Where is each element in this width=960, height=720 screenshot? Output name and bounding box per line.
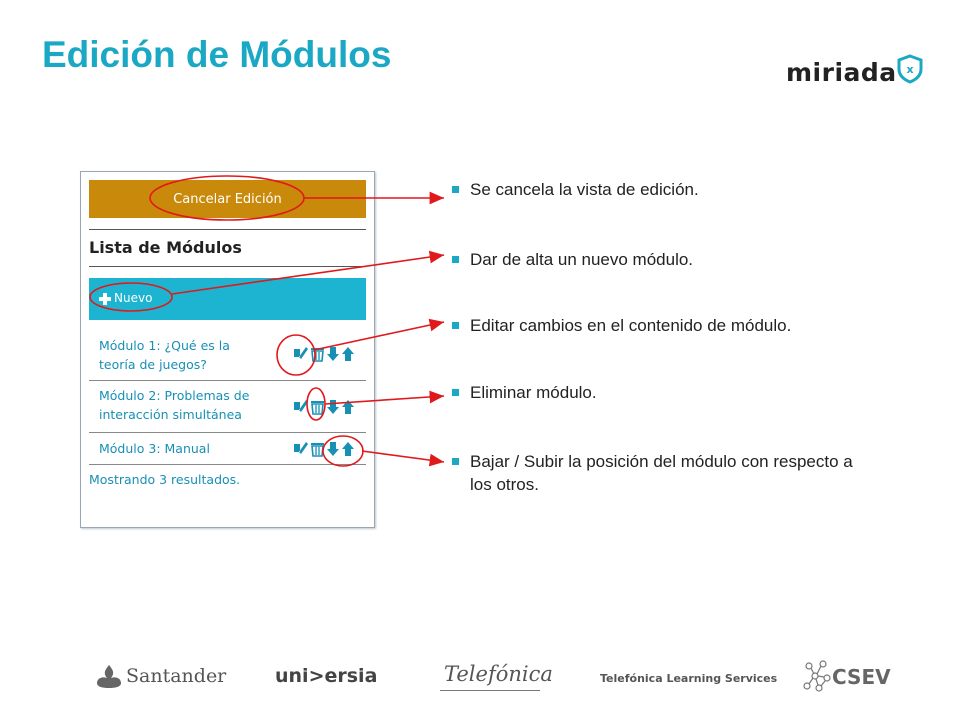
highlight-edit: [277, 335, 315, 375]
santander-flame-icon: [95, 663, 123, 689]
cancel-edit-button[interactable]: Cancelar Edición: [89, 180, 366, 218]
highlight-move: [323, 436, 363, 466]
slide-title: Edición de Módulos: [42, 34, 392, 75]
bullet-item: Editar cambios en el contenido de módulo.: [452, 314, 890, 337]
logo-mark-letter: x: [906, 63, 914, 76]
miriada-logo: miriada: [786, 58, 897, 87]
module-title[interactable]: Módulo 3: Manual: [99, 441, 210, 456]
santander-logo: Santander: [126, 665, 227, 687]
arrow-new: [172, 255, 444, 294]
highlight-new: [90, 283, 172, 311]
csev-network-icon: [803, 660, 831, 692]
highlight-cancel: [150, 176, 304, 220]
universia-logo: uni>ersia: [275, 665, 378, 687]
module-title[interactable]: Módulo 2: Problemas de interacción simultánea: [99, 388, 250, 422]
arrow-edit: [314, 322, 444, 350]
arrow-delete: [325, 396, 444, 404]
bullet-item: Bajar / Subir la posición del módulo con respecto a los otros.: [452, 450, 860, 496]
telefonica-logo: Telefónica: [444, 662, 553, 686]
bullet-item: Eliminar módulo.: [452, 381, 890, 404]
new-module-label: Nuevo: [114, 291, 153, 305]
module-list-title: Lista de Módulos: [89, 238, 242, 257]
arrow-move: [362, 451, 444, 462]
result-count: Mostrando 3 resultados.: [89, 472, 241, 487]
bullet-item: Dar de alta un nuevo módulo.: [452, 248, 890, 271]
csev-logo: CSEV: [832, 665, 891, 689]
telefonica-learning-services-logo: Telefónica Learning Services: [600, 672, 778, 685]
highlight-delete: [307, 388, 325, 420]
telefonica-underline: [440, 690, 540, 691]
bullet-item: Se cancela la vista de edición.: [452, 178, 890, 201]
module-title[interactable]: Módulo 1: ¿Qué es la teoría de juegos?: [99, 338, 230, 372]
